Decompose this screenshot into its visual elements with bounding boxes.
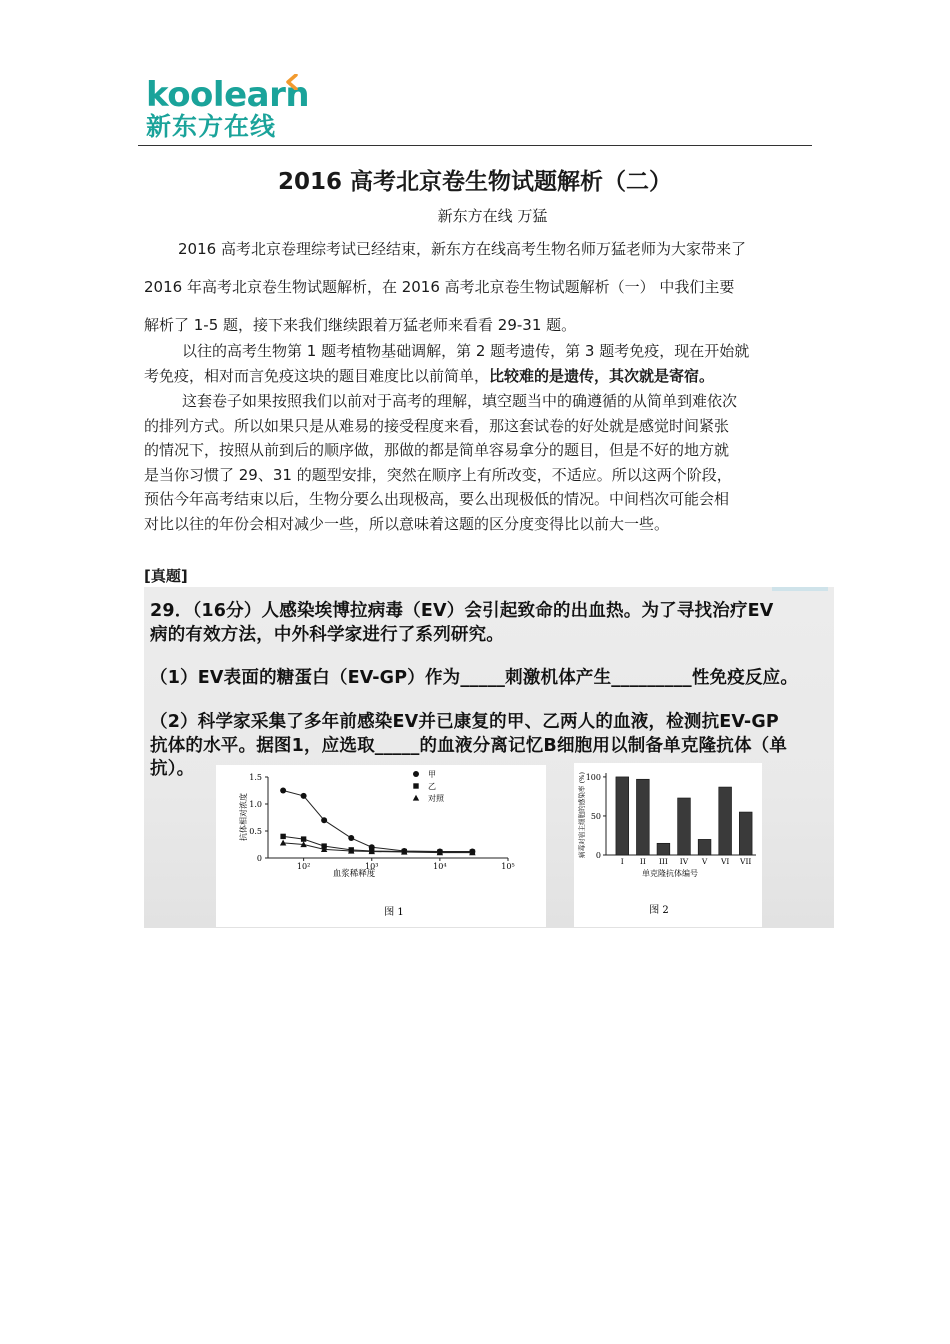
figure-2-category-label: VI xyxy=(720,857,730,866)
figure-2-xlabel: 单克隆抗体编号 xyxy=(642,869,698,878)
author-line: 新东方在线 万猛 xyxy=(437,207,548,225)
figure-2-bar xyxy=(698,839,711,855)
figure-2-bar xyxy=(636,779,649,855)
para2-line-2 xyxy=(144,364,812,389)
figure-1-point xyxy=(348,835,354,841)
figure-1-series-line xyxy=(283,836,472,852)
koolearn-logo xyxy=(146,74,310,142)
figure-2-category-label: II xyxy=(639,857,646,866)
logo-chevron-icon xyxy=(282,74,302,90)
figure-2 xyxy=(574,763,762,927)
figure-1-chart xyxy=(216,765,546,927)
para2-line-2-plain: 考免疫，相对而言免疫这块的题目难度比以前简单， xyxy=(144,366,490,385)
figure-2-bar xyxy=(719,787,732,855)
figure-1-point xyxy=(321,817,327,823)
header-divider xyxy=(138,145,812,146)
question-part-2-line-1: （2）科学家采集了多年前感染EV并已康复的甲、乙两人的血液，检测抗EV-GP xyxy=(150,712,779,732)
para3-line-1: 这套卷子如果按照我们以前对于高考的理解，填空题当中的确遵循的从简单到难依次 xyxy=(182,392,738,410)
question-part-2-line-3: 抗）。 xyxy=(150,759,195,779)
figure-1-caption: 图 1 xyxy=(384,907,404,918)
figure-2-category-label: V xyxy=(701,857,708,866)
figure-1-legend-marker xyxy=(413,783,418,788)
figure-1-legend-label: 乙 xyxy=(428,782,436,791)
logo-chinese-name: 新东方在线 xyxy=(146,112,277,141)
analysis-paragraph-2 xyxy=(144,389,812,536)
figure-1-x-tick-label: 10³ xyxy=(365,862,379,871)
para3-line-5: 预估今年高考结束以后，生物分要么出现极高，要么出现极低的情况。中间档次可能会相 xyxy=(144,490,730,508)
figure-2-category-label: III xyxy=(658,857,668,866)
figure-1-legend-marker xyxy=(413,795,419,801)
figure-2-caption: 图 2 xyxy=(649,905,669,916)
figure-2-category-label: VII xyxy=(740,857,752,866)
figure-2-bar xyxy=(678,798,691,855)
para3-line-2: 的排列方式。所以如果只是从难易的接受程度来看，那这套试卷的好处就是感觉时间紧张 xyxy=(144,416,730,435)
figure-1-y-tick-label: 1.0 xyxy=(249,800,262,809)
figure-1-y-tick-label: 0 xyxy=(256,854,262,863)
figure-1-legend-marker xyxy=(413,771,419,777)
image-corner-strip xyxy=(772,587,828,591)
figure-2-chart xyxy=(574,763,762,927)
question-part-1: （1）EV表面的糖蛋白（EV-GP）作为_____刺激机体产生_________性免疫反应。 xyxy=(150,668,799,688)
section-label: [真题] xyxy=(144,567,188,585)
figure-1-x-tick-label: 10⁵ xyxy=(501,862,515,871)
figure-2-bar xyxy=(657,843,670,855)
figure-2-bar xyxy=(739,812,752,855)
figure-2-y-tick-label: 0 xyxy=(595,851,601,860)
intro-line-1: 2016 高考北京卷理综考试已经结束，新东方在线高考生物名师万猛老师为大家带来了 xyxy=(178,240,746,258)
para3-line-6: 对比以往的年份会相对减少一些，所以意味着这题的区分度变得比以前大一些。 xyxy=(144,514,670,533)
figure-1-legend-label: 甲 xyxy=(428,770,436,779)
figure-2-category-label: IV xyxy=(679,857,689,866)
para3-line-4: 是当你习惯了 29、31 的题型安排，突然在顺序上有所改变，不适应。所以这两个阶段， xyxy=(144,465,732,484)
para2-line-2-bold: 比较难的是遗传，其次就是寄宿。 xyxy=(489,366,715,385)
figure-2-category-label: I xyxy=(620,857,624,866)
figure-2-y-tick-label: 50 xyxy=(590,811,601,821)
logo-wordmark: koolearn xyxy=(146,75,310,115)
document-title: 2016 高考北京卷生物试题解析（二） xyxy=(277,169,673,195)
figure-1-x-tick-label: 10² xyxy=(296,862,311,871)
figure-1-point xyxy=(301,793,307,799)
figure-1-point xyxy=(280,834,285,839)
question-part-2-line-2: 抗体的水平。据图1，应选取_____的血液分离记忆B细胞用以制备单克隆抗体（单 xyxy=(150,736,788,756)
para2-line-1: 以往的高考生物第 1 题考植物基础调解，第 2 题考遗传，第 3 题考免疫，现在开始就 xyxy=(182,342,750,360)
intro-line-3: 解析了 1-5 题，接下来我们继续跟着万猛老师来看看 29-31 题。 xyxy=(144,316,577,334)
exam-question-image xyxy=(144,587,834,928)
para3-line-3: 的情况下，按照从前到后的顺序做，那做的都是简单容易拿分的题目，但是不好的地方就 xyxy=(144,441,730,459)
figure-1-point xyxy=(301,836,306,841)
figure-1-ylabel: 抗体相对浓度 xyxy=(239,793,248,841)
question-29-line-2: 病的有效方法，中外科学家进行了系列研究。 xyxy=(150,625,504,645)
figure-2-bar xyxy=(616,777,629,855)
figure-2-ylabel: 病毒对宿主细胞的感染率 (%) xyxy=(578,771,586,859)
analysis-paragraph-1 xyxy=(144,339,812,388)
figure-2-y-tick-label: 100 xyxy=(585,772,601,782)
intro-line-2: 2016 年高考北京卷生物试题解析，在 2016 高考北京卷生物试题解析（一） 中我们主要 xyxy=(144,278,735,296)
figure-1-y-tick-label: 0.5 xyxy=(249,827,262,836)
figure-1-point xyxy=(280,788,286,794)
figure-1-y-tick-label: 1.5 xyxy=(249,773,262,782)
figure-1-legend-label: 对照 xyxy=(428,794,444,803)
figure-1-x-tick-label: 10⁴ xyxy=(433,862,447,871)
figure-1 xyxy=(216,765,546,927)
figure-1-xlabel: 血浆稀释度 xyxy=(332,869,376,879)
intro-paragraph xyxy=(144,230,812,344)
question-29-line-1: 29．（16分）人感染埃博拉病毒（EV）会引起致命的出血热。为了寻找治疗EV xyxy=(150,601,774,621)
